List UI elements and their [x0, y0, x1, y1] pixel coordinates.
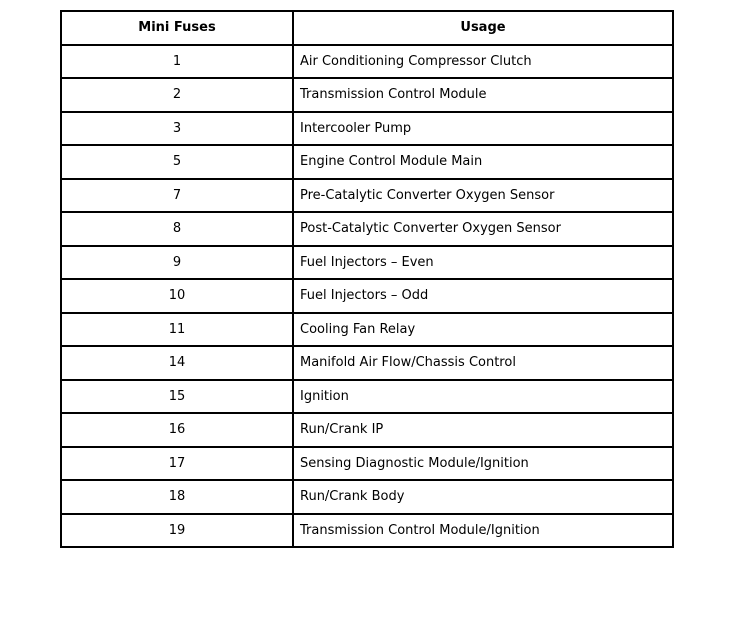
- fuse-usage: Cooling Fan Relay: [293, 313, 673, 347]
- table-row: [61, 112, 673, 146]
- table-row: [61, 78, 673, 112]
- fuse-usage: Manifold Air Flow/Chassis Control: [293, 346, 673, 380]
- fuse-usage: Transmission Control Module: [293, 78, 673, 112]
- fuse-number: 15: [61, 380, 293, 414]
- fuse-number: 3: [61, 112, 293, 146]
- fuse-number: 10: [61, 279, 293, 313]
- fuse-number: 19: [61, 514, 293, 548]
- header-mini-fuses: Mini Fuses: [61, 11, 293, 45]
- table-row: [61, 346, 673, 380]
- table-row: [61, 179, 673, 213]
- fuse-number: 2: [61, 78, 293, 112]
- table-row: [61, 413, 673, 447]
- fuse-usage: Sensing Diagnostic Module/Ignition: [293, 447, 673, 481]
- table-row: [61, 380, 673, 414]
- fuse-number: 18: [61, 480, 293, 514]
- fuse-usage: Air Conditioning Compressor Clutch: [293, 45, 673, 79]
- table-row: [61, 212, 673, 246]
- header-usage: Usage: [293, 11, 673, 45]
- fuse-number: 14: [61, 346, 293, 380]
- table-row: [61, 145, 673, 179]
- fuse-number: 5: [61, 145, 293, 179]
- table-row: [61, 279, 673, 313]
- fuse-number: 1: [61, 45, 293, 79]
- fuse-usage: Fuel Injectors – Odd: [293, 279, 673, 313]
- fuse-number: 11: [61, 313, 293, 347]
- fuse-usage: Transmission Control Module/Ignition: [293, 514, 673, 548]
- fuse-usage: Engine Control Module Main: [293, 145, 673, 179]
- fuse-number: 9: [61, 246, 293, 280]
- fuse-usage: Fuel Injectors – Even: [293, 246, 673, 280]
- fuse-usage: Ignition: [293, 380, 673, 414]
- fuse-usage: Pre-Catalytic Converter Oxygen Sensor: [293, 179, 673, 213]
- fuse-number: 7: [61, 179, 293, 213]
- table-header-row: [61, 11, 673, 45]
- table-row: [61, 246, 673, 280]
- fuse-number: 16: [61, 413, 293, 447]
- table-row: [61, 447, 673, 481]
- fuse-usage: Post-Catalytic Converter Oxygen Sensor: [293, 212, 673, 246]
- fuse-number: 17: [61, 447, 293, 481]
- table-row: [61, 514, 673, 548]
- fuse-usage: Intercooler Pump: [293, 112, 673, 146]
- mini-fuses-table: [60, 10, 674, 548]
- table-row: [61, 313, 673, 347]
- fuse-number: 8: [61, 212, 293, 246]
- fuse-usage: Run/Crank IP: [293, 413, 673, 447]
- table-row: [61, 480, 673, 514]
- fuse-usage: Run/Crank Body: [293, 480, 673, 514]
- table-row: [61, 45, 673, 79]
